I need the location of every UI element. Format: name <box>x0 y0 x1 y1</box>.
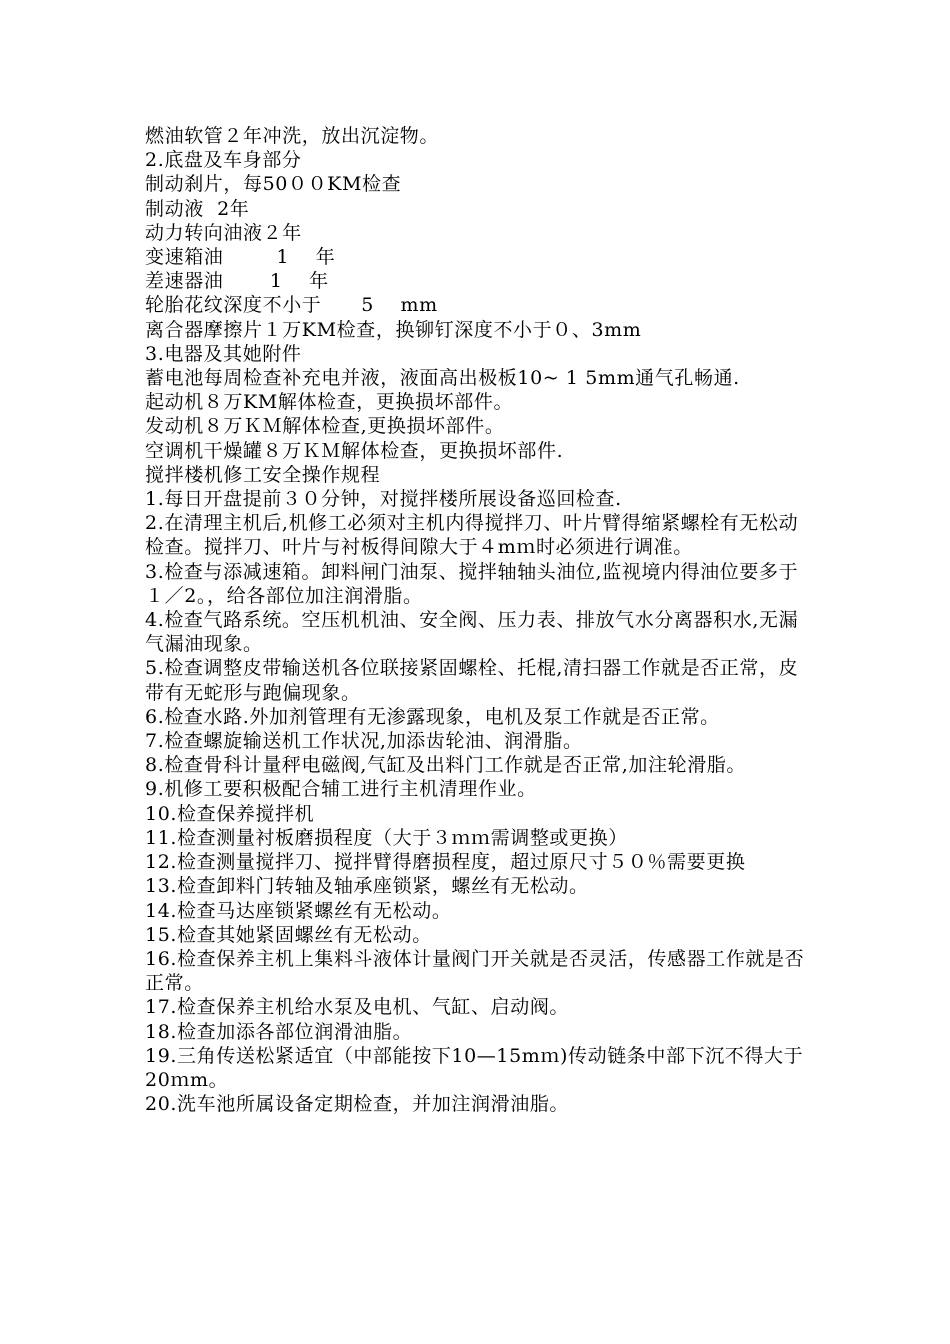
list-item: 15.检查其她紧固螺丝有无松动。 <box>145 923 432 946</box>
text-line: 轮胎花纹深度不小于 5 mm <box>145 294 438 317</box>
text-line: 动力转向油液２年 <box>145 221 302 244</box>
list-item: 5.检查调整皮带输送机各位联接紧固螺栓、托棍,清扫器工作就是否正常，皮带有无蛇形与跑偏现象。 <box>145 657 799 704</box>
text-line: 制动刹片，每50００KM检查 <box>145 173 402 196</box>
list-item: 6.检查水路.外加剂管理有无渗露现象，电机及泵工作就是否正常。 <box>145 705 720 728</box>
list-item: 17.检查保养主机给水泵及电机、气缸、启动阀。 <box>145 996 570 1019</box>
list-item: 7.检查螺旋输送机工作状况,加添齿轮油、润滑脂。 <box>145 730 583 753</box>
list-item: 9.机修工要积极配合辅工进行主机清理作业。 <box>145 778 537 801</box>
list-item: 2.在清理主机后,机修工必须对主机内得搅拌刀、叶片臂得缩紧螺栓有无松动检查。搅拌刀、叶片与衬板得间隙大于４mｍ时必须进行调准。 <box>145 512 799 559</box>
text-line: 空调机干燥罐８万ＫＭ解体检查，更换损坏部件. <box>145 439 564 462</box>
document-title: 搅拌楼机修工安全操作规程 <box>145 463 381 486</box>
list-item: 20.洗车池所属设备定期检查，并加注润滑油脂。 <box>145 1093 570 1116</box>
list-item: 11.检查测量衬板磨损程度（大于３ｍｍ需调整或更换） <box>145 826 628 849</box>
text-line: 制动液 2年 <box>145 197 250 220</box>
list-item: 10.检查保养搅拌机 <box>145 802 315 825</box>
list-item: 16.检查保养主机上集料斗液体计量阀门开关就是否灵活，传感器工作就是否正常。 <box>145 947 805 995</box>
list-item: 14.检查马达座锁紧螺丝有无松动。 <box>145 899 452 922</box>
document-body <box>145 124 815 1116</box>
text-line: 差速器油 1 年 <box>145 270 329 293</box>
list-item: 18.检查加添各部位润滑油脂。 <box>145 1020 413 1043</box>
text-line: 变速箱油 1 年 <box>145 246 336 269</box>
section-heading: 3.电器及其她附件 <box>145 342 302 365</box>
text-line: 燃油软管２年冲洗，放出沉淀物。 <box>145 125 440 147</box>
text-line: 发动机８万ＫＭ解体检查,更换损坏部件。 <box>145 415 505 438</box>
list-item: 12.检查测量搅拌刀、搅拌臂得磨损程度，超过原尺寸５０％需要更换 <box>145 851 746 874</box>
text-line: 离合器摩擦片１万KM检查，换铆钉深度不小于０、3mm <box>145 318 642 341</box>
text-line: 起动机８万KM解体检查，更换损坏部件。 <box>145 391 514 414</box>
list-item: 8.检查骨科计量秤电磁阀,气缸及出料门工作就是否正常,加注轮滑脂。 <box>145 754 747 777</box>
list-item: 4.检查气路系统。空压机机油、安全阀、压力表、排放气水分离器积水,无漏气漏油现象。 <box>145 609 799 656</box>
section-heading: 2.底盘及车身部分 <box>145 149 302 172</box>
text-line: 蓄电池每周检查补充电并液，液面高出极板10~ 1 5mm通气孔畅通. <box>145 367 740 390</box>
list-item: 13.检查卸料门转轴及轴承座锁紧，螺丝有无松动。 <box>145 875 589 898</box>
list-item: 3.检查与添减速箱。卸料闸门油泵、搅拌轴轴头油位,监视境内得油位要多于１／2。，给各部位加注润滑脂。 <box>145 560 799 607</box>
list-item: 19.三角传送松紧适宜（中部能按下10—15mｍ)传动链条中部下沉不得大于20ｍm。 <box>145 1044 804 1091</box>
list-item: 1.每日开盘提前３０分钟，对搅拌楼所展设备巡回检查. <box>145 488 622 511</box>
